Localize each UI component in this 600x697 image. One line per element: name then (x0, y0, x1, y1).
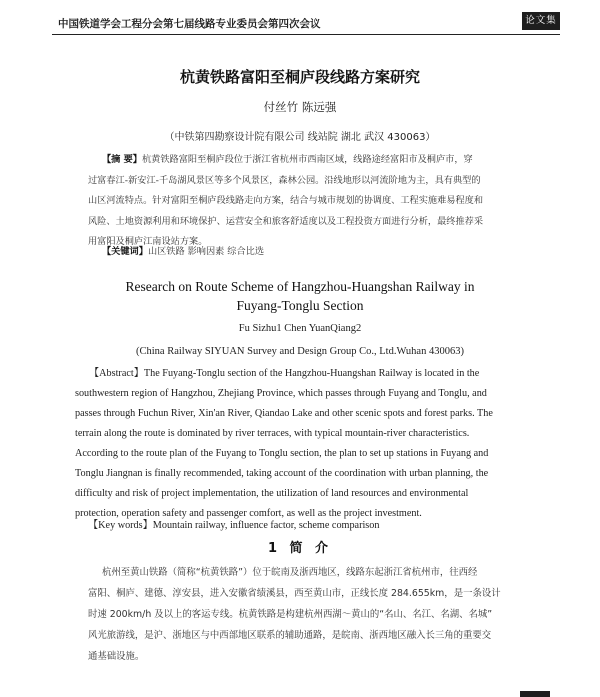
abstract-en-line: Tonglu Jiangnan is finally recommended, taking account of the coordination with urban planning, the (75, 468, 489, 479)
page-number-tab (520, 691, 550, 697)
abstract-en-line: 【Abstract】The Fuyang-Tonglu section of the Hangzhou-Huangshan Railway is located in the (89, 368, 480, 379)
abstract-en-line: southwestern region of Hangzhou, Zhejiang Province, which passes through Fuyang and Tonglu, and (75, 388, 487, 399)
intro-paragraph (88, 562, 534, 667)
authors-en: Fu Sizhu1 Chen YuanQiang2 (238, 323, 362, 334)
intro-line: 时速 200km/h 及以上的客运专线。杭黄铁路是构建杭州西湖～黄山的“名山、名江、名湖、名城” (88, 609, 493, 620)
proceedings-tag: 论文集 (522, 12, 560, 30)
paper-title-cn: 杭黄铁路富阳至桐庐段线路方案研究 (179, 68, 420, 86)
abstract-cn-line: 山区河流特点。针对富阳至桐庐段线路走向方案，结合与城市规划的协调度、工程实施难易程度和 (88, 195, 484, 206)
abstract-cn-line: 用富阳及桐庐江南设站方案。 (88, 236, 208, 247)
abstract-en-line: difficulty and risk of project implementation, the utilization of land resources and environmental (75, 488, 469, 499)
affiliation-en: (China Railway SIYUAN Survey and Design Group Co., Ltd.Wuhan 430063) (136, 346, 464, 357)
abstract-en-line: protection, operation safety and passenger comfort, as well as the project investment. (75, 508, 422, 519)
abstract-cn-line: 【摘 要】杭黄铁路富阳至桐庐段位于浙江省杭州市西南区域，线路途经富阳市及桐庐市，穿 (102, 154, 473, 165)
running-header (52, 8, 560, 35)
abstract-cn (88, 150, 534, 253)
abstract-cn-line: 过富春江-新安江-千岛湖风景区等多个风景区，森林公园。沿线地形以河流阶地为主，具有典型的 (88, 174, 481, 186)
keywords-en (88, 516, 379, 531)
title-en-line: Research on Route Scheme of Hangzhou-Huangshan Railway in (125, 279, 475, 294)
keywords-en-label: 【Key words】 (88, 520, 153, 531)
keywords-cn (102, 243, 264, 257)
abstract-en-label: 【Abstract】 (89, 368, 144, 379)
abstract-en (75, 364, 543, 524)
abstract-en-line: terrain along the route is dominated by river terraces, with typical mountain-river characteristics. (75, 428, 470, 439)
keywords-en-text: Mountain railway, influence factor, scheme comparison (152, 520, 380, 531)
abstract-en-line: According to the route plan of the Fuyang to Tonglu section, the plan to set up stations in Fuyang and (75, 448, 489, 459)
affiliation-cn: （中铁第四勘察设计院有限公司 线站院 湖北 武汉 430063） (164, 132, 436, 143)
abstract-cn-label: 【摘 要】 (102, 154, 142, 165)
keywords-cn-text: 山区铁路 影响因素 综合比选 (147, 246, 265, 257)
keywords-cn-label: 【关键词】 (102, 246, 148, 257)
conference-name: 中国铁道学会工程分会第七届线路专业委员会第四次会议 (58, 18, 321, 30)
abstract-cn-line: 风险、土地资源利用和环境保护、运营安全和旅客舒适度以及工程投资方面进行分析，最终推荐采 (88, 215, 484, 227)
title-en-line: Fuyang-Tonglu Section (236, 298, 364, 313)
intro-line: 风光旅游线，是沪、浙地区与中西部地区联系的辅助通路，是皖南、浙西地区融入长三角的重要交 (88, 630, 492, 641)
paper-title-en (0, 277, 600, 315)
section-heading-intro: 1 简 介 (267, 541, 333, 556)
intro-line: 富阳、桐庐、建德、淳安县，进入安徽省绩溪县，西至黄山市，正线长度 284.655km，是一条设计 (88, 588, 501, 599)
intro-line: 通基础设施。 (88, 651, 145, 662)
authors-cn: 付丝竹 陈远强 (263, 100, 337, 114)
abstract-en-line: passes through Fuchun River, Xin'an River, Qiandao Lake and other scenic spots and forest parks. The (75, 408, 493, 419)
intro-line: 杭州至黄山铁路（简称“杭黄铁路”）位于皖南及浙西地区，线路东起浙江省杭州市，往西经 (102, 567, 478, 578)
